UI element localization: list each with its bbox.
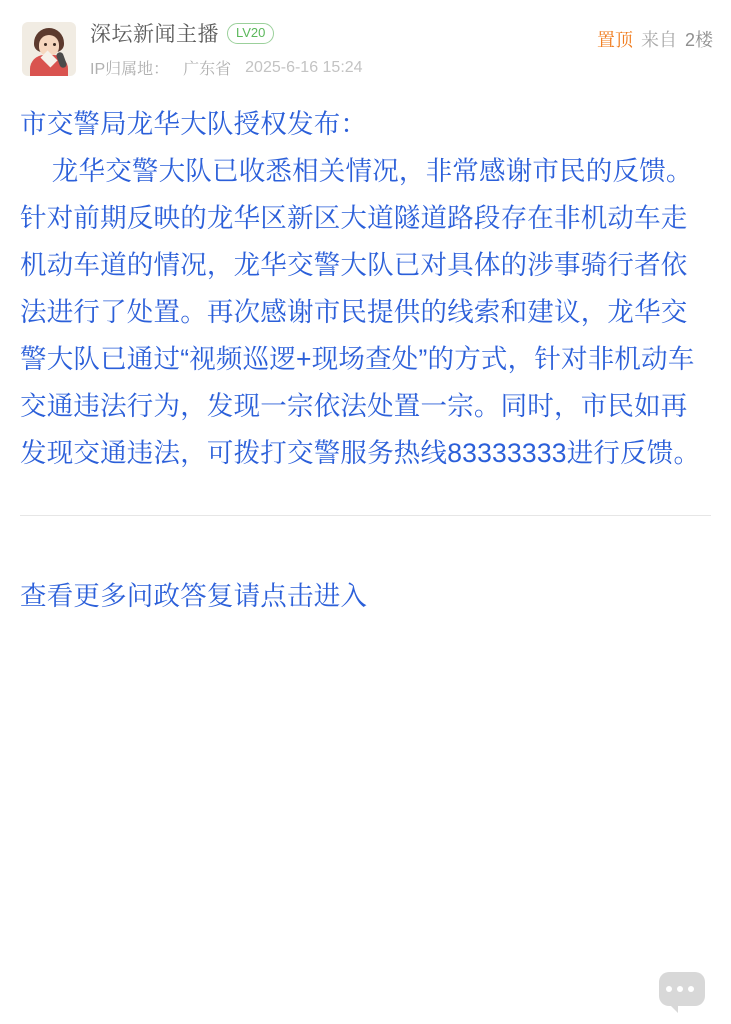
avatar-eye-left <box>44 43 47 46</box>
post-header <box>0 0 731 87</box>
from-label: 来自 <box>640 30 677 50</box>
post-content-line-2: 龙华交警大队已收悉相关情况，非常感谢市民的反馈。针对前期反映的龙华区新区大道隧道路段存在非机动车走机动车道的情况，龙华交警大队已对具体的涉事骑行者依法进行了处置。再次感谢市民提供的线索和建议，龙华交警大队已通过“视频巡逻+现场查处”的方式，针对非机动车交通违法行为，发现一宗依法处置一宗。同时，市民如再发现交通违法，可拨打交警服务热线83333333进行反馈。 <box>20 156 701 468</box>
comment-dot-1 <box>666 986 672 992</box>
floor-number[interactable]: 2楼 <box>684 30 713 50</box>
post-header-right <box>597 26 713 52</box>
avatar-eye-right <box>53 43 56 46</box>
pinned-badge: 置顶 <box>596 30 633 50</box>
post-content <box>0 87 731 477</box>
comment-dot-3 <box>688 986 694 992</box>
ip-location-label: IP归属地： <box>90 61 170 78</box>
post-timestamp: 2025-6-16 15:24 <box>245 58 363 76</box>
author-name[interactable]: 深坛新闻主播 <box>90 23 219 46</box>
comment-dot-2 <box>677 986 683 992</box>
post-meta-row <box>90 56 713 79</box>
comment-dots <box>666 986 694 992</box>
avatar[interactable] <box>22 22 76 76</box>
ip-location-value: 广东省 <box>183 61 232 78</box>
level-badge: LV20 <box>227 23 274 44</box>
post-content-line-1: 市交警局龙华大队授权发布： <box>20 109 368 139</box>
comment-bubble-icon[interactable] <box>659 972 705 1006</box>
more-answers-link[interactable]: 查看更多问政答复请点击进入 <box>20 581 368 611</box>
